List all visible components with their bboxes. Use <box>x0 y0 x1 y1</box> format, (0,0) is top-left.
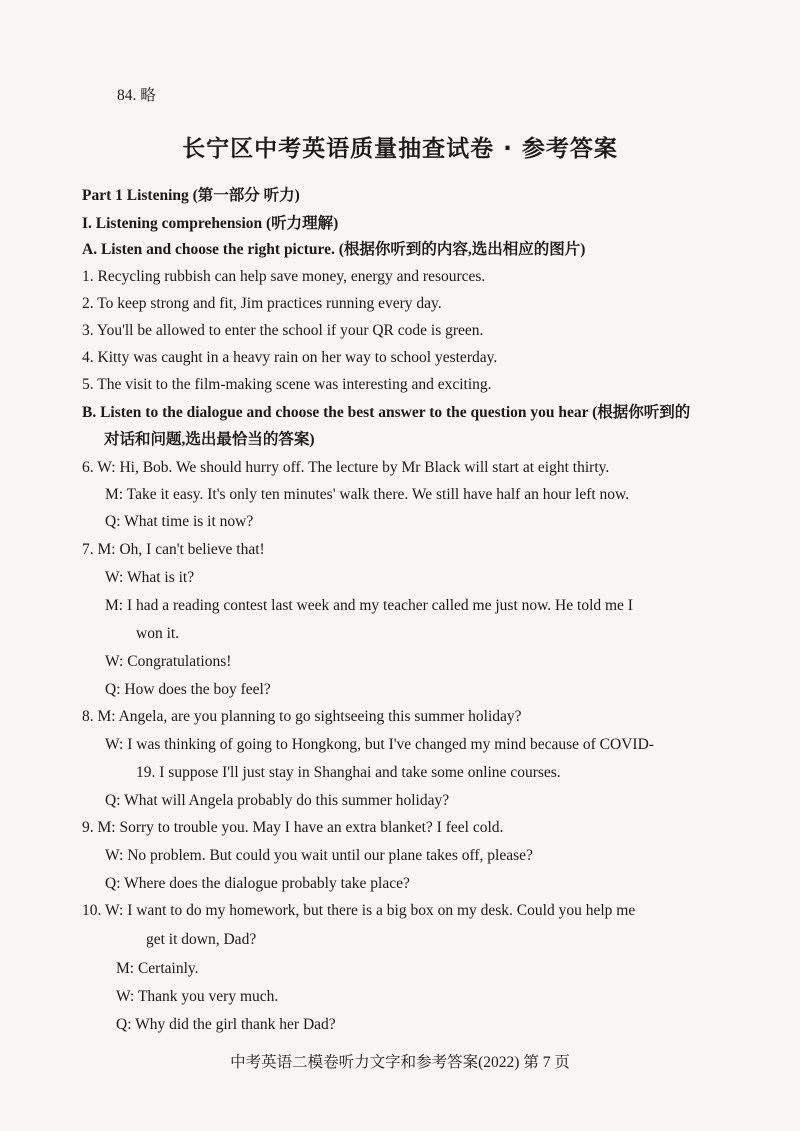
page-footer: 中考英语二模卷听力文字和参考答案(2022) 第 7 页 <box>230 1054 570 1071</box>
dialogue-line: M: Certainly. <box>116 960 199 977</box>
part-heading: Part 1 Listening (第一部分 听力) <box>82 187 300 204</box>
dialogue-line: get it down, Dad? <box>146 931 257 948</box>
section-i-heading: I. Listening comprehension (听力理解) <box>82 215 339 232</box>
dialogue-line: 19. I suppose I'll just stay in Shanghai and take some online courses. <box>136 764 561 781</box>
dialogue-line: 7. M: Oh, I can't believe that! <box>82 541 265 558</box>
list-item: 5. The visit to the film-making scene was interesting and exciting. <box>82 376 492 393</box>
dialogue-line: M: I had a reading contest last week and my teacher called me just now. He told me I <box>105 597 633 614</box>
dialogue-line: Q: Where does the dialogue probably take place? <box>105 875 410 892</box>
dialogue-line: Q: Why did the girl thank her Dad? <box>116 1016 336 1033</box>
dialogue-line: W: What is it? <box>105 569 195 586</box>
dialogue-line: W: No problem. But could you wait until our plane takes off, please? <box>105 847 533 864</box>
dialogue-line: 8. M: Angela, are you planning to go sightseeing this summer holiday? <box>82 708 522 725</box>
dialogue-line: 9. M: Sorry to trouble you. May I have an extra blanket? I feel cold. <box>82 819 504 836</box>
section-b-heading: B. Listen to the dialogue and choose the best answer to the question you hear (根据你听到的 <box>82 404 691 421</box>
section-a-heading: A. Listen and choose the right picture. (根据你听到的内容,选出相应的图片) <box>82 241 586 258</box>
list-item: 3. You'll be allowed to enter the school if your QR code is green. <box>82 322 484 339</box>
dialogue-line: W: Thank you very much. <box>116 988 279 1005</box>
list-item: 2. To keep strong and fit, Jim practices running every day. <box>82 295 442 312</box>
top-note: 84. 略 <box>117 87 156 104</box>
dialogue-line: 6. W: Hi, Bob. We should hurry off. The lecture by Mr Black will start at eight thirty. <box>82 459 610 476</box>
dialogue-line: M: Take it easy. It's only ten minutes' walk there. We still have half an hour left now. <box>105 486 630 503</box>
dialogue-line: 10. W: I want to do my homework, but there is a big box on my desk. Could you help me <box>82 902 636 919</box>
page-title: 长宁区中考英语质量抽查试卷 · 参考答案 <box>182 136 618 162</box>
dialogue-line: W: Congratulations! <box>105 653 232 670</box>
list-item: 4. Kitty was caught in a heavy rain on her way to school yesterday. <box>82 349 498 366</box>
list-item: 1. Recycling rubbish can help save money, energy and resources. <box>82 268 486 285</box>
dialogue-line: Q: What will Angela probably do this summer holiday? <box>105 792 450 809</box>
dialogue-line: Q: How does the boy feel? <box>105 681 271 698</box>
dialogue-line: Q: What time is it now? <box>105 513 254 530</box>
dialogue-line: won it. <box>136 625 180 642</box>
dialogue-line: W: I was thinking of going to Hongkong, but I've changed my mind because of COVID- <box>105 736 654 753</box>
section-b-heading-cont: 对话和问题,选出最恰当的答案) <box>104 431 315 448</box>
